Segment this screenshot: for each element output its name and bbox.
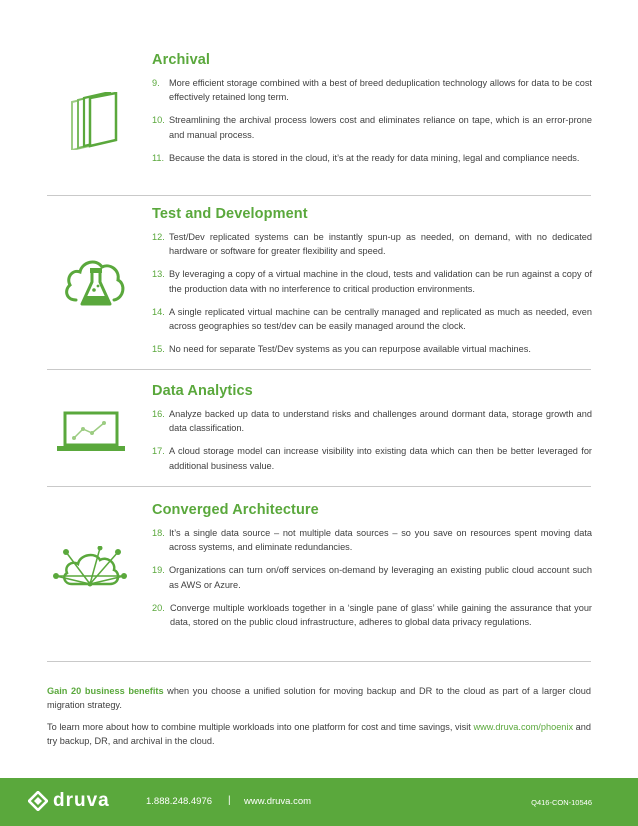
druva-logo-icon (28, 791, 48, 811)
closing-text: To learn more about how to combine multiple workloads into one platform for cost and time savings, visit (47, 722, 474, 732)
item-number: 15. (152, 343, 165, 354)
section-title: Converged Architecture (152, 502, 319, 518)
item-number: 16. (152, 409, 165, 419)
item-text: Streamlining the archival process lowers cost and eliminates reliance on tape, which is an error-prone and manual process. (169, 115, 592, 140)
footer (0, 778, 638, 826)
list-item (152, 267, 592, 296)
item-text: A cloud storage model can increase visibility into existing data which can then be better leveraged for additional business value. (169, 446, 592, 471)
list-item (152, 151, 592, 165)
item-number: 9. (152, 78, 160, 88)
list-item (152, 601, 592, 630)
item-text: Analyze backed up data to understand risks and challenges around dormant data, storage growth and data classification. (169, 409, 592, 434)
list-item (152, 305, 592, 334)
footer-phone[interactable]: 1.888.248.4976 (146, 796, 213, 807)
item-text: Because the data is stored in the cloud, it’s at the ready for data mining, legal and compliance needs. (169, 152, 580, 163)
footer-separator: | (228, 795, 231, 806)
item-number: 10. (152, 115, 165, 126)
section-divider (47, 486, 591, 487)
document-code: Q416-CON-10546 (531, 798, 592, 807)
item-number: 14. (152, 306, 165, 317)
item-number: 18. (152, 528, 165, 538)
item-text: No need for separate Test/Dev systems as you can repurpose available virtual machines. (169, 343, 531, 354)
closing-paragraph-2 (47, 720, 591, 749)
list-item (152, 444, 592, 473)
cloud-network-icon (52, 546, 128, 595)
item-number: 20. (152, 602, 165, 613)
archival-content (152, 52, 592, 174)
item-text: Organizations can turn on/off services on-demand by leveraging an existing public cloud account such as AWS or Azure. (169, 565, 592, 590)
item-number: 11. (152, 152, 165, 163)
list-item (152, 407, 592, 436)
data-analytics-content (152, 383, 592, 482)
closing-bold-lead: Gain 20 business benefits (47, 686, 164, 696)
item-text: More efficient storage combined with a best of breed deduplication technology allows for data to be cost effectively retained long term. (169, 78, 592, 103)
list-item (152, 76, 592, 105)
item-number: 19. (152, 565, 165, 576)
item-number: 17. (152, 446, 165, 457)
section-title: Archival (152, 52, 211, 68)
section-title: Test and Development (152, 206, 308, 222)
closing-paragraph-1 (47, 684, 591, 713)
logo-text: druva (53, 790, 110, 811)
list-item (152, 563, 592, 592)
phoenix-link[interactable]: www.druva.com/phoenix (473, 722, 574, 732)
list-item (152, 230, 592, 259)
section-divider (47, 195, 591, 196)
converged-content (152, 502, 592, 638)
item-text: Converge multiple workloads together in a ‘single pane of glass’ while gaining the assurance that your data, stored on the public cloud infrastructure, adheres to global data privacy regulations. (170, 602, 592, 628)
list-item (152, 342, 592, 356)
archive-stack-icon (68, 92, 140, 155)
section-title: Data Analytics (152, 383, 253, 399)
list-item (152, 113, 592, 142)
test-dev-content (152, 206, 592, 365)
closing-text: and try backup, DR, and archival in the cloud. (47, 722, 591, 747)
footer-website-link[interactable]: www.druva.com (244, 796, 312, 807)
list-item (152, 526, 592, 555)
item-text: It’s a single data source – not multiple data sources – so you save on resources spent moving data across systems, and eliminate redundancies. (169, 528, 592, 553)
section-divider (47, 369, 591, 370)
closing-text: when you choose a unified solution for moving backup and DR to the cloud as part of a larger cloud migration strategy. (47, 686, 591, 711)
item-text: By leveraging a copy of a virtual machine in the cloud, tests and validation can be run against a copy of the production data with no interference to critical production environments. (169, 269, 592, 294)
item-text: Test/Dev replicated systems can be instantly spun-up as needed, on demand, with no dedicated hardware or software for greater flexibility and speed. (169, 232, 592, 257)
item-number: 12. (152, 232, 165, 242)
laptop-chart-icon (56, 411, 128, 458)
item-text: A single replicated virtual machine can be centrally managed and replicated as much as needed, even across geographies so test/dev can be easily managed around the clock. (169, 306, 592, 332)
section-divider (47, 661, 591, 662)
item-number: 13. (152, 269, 165, 280)
druva-logo[interactable] (28, 790, 110, 812)
cloud-flask-icon (62, 254, 134, 315)
